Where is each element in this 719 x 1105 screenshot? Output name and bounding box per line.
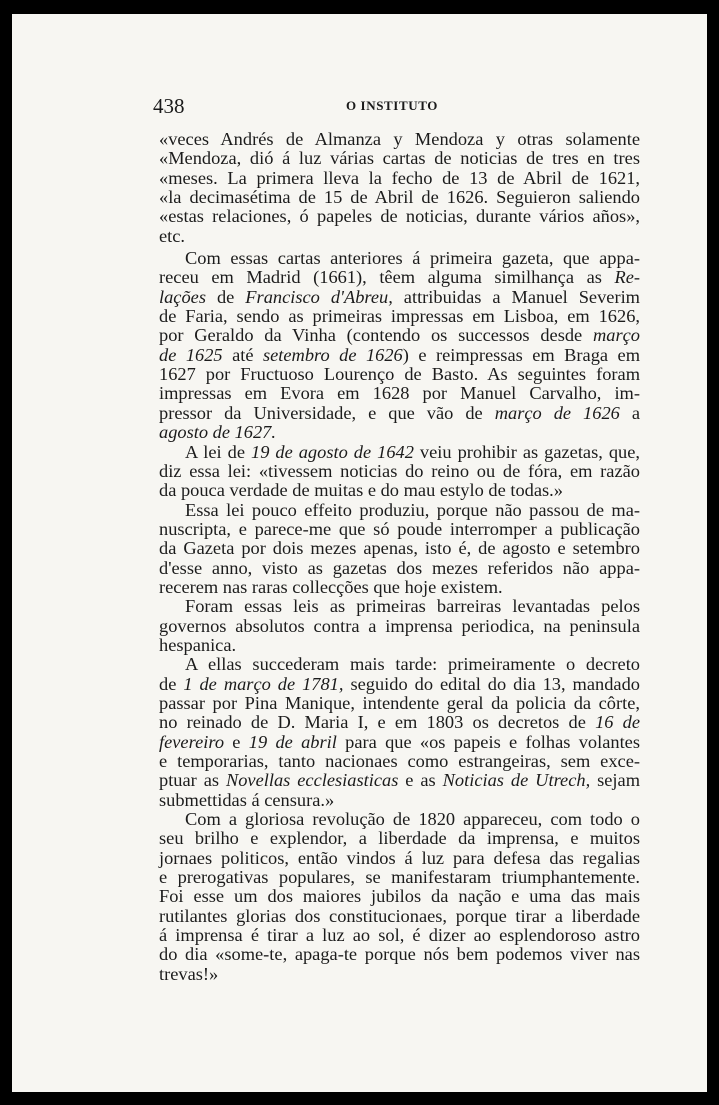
page-header xyxy=(153,94,640,124)
italic-text: março de 1626 xyxy=(494,402,620,423)
italic-text: Francisco d'Abreu, xyxy=(245,286,393,307)
text-line: nuscripta, e parece-me que só poude interromper a publicação xyxy=(159,518,640,539)
text-line: de 1 de março de 1781, seguido do edital do dia 13, mandado xyxy=(159,673,640,694)
italic-text: Re- xyxy=(614,267,640,288)
paragraph xyxy=(159,810,640,984)
text-line: da Gazeta por dois mezes apenas, isto é, de agosto e setembro xyxy=(159,538,640,559)
text-line xyxy=(159,423,640,442)
text-line: fevereiro e 19 de abril para que «os papeis e folhas volantes xyxy=(159,731,640,752)
page-number: 438 xyxy=(153,94,185,118)
text-line: no reinado de D. Maria I, e em 1803 os decretos de 16 de xyxy=(159,712,640,733)
text-line: e temporarias, tanto nacionaes como estrangeiras, sem exce- xyxy=(159,751,640,771)
text-line: Com essas cartas anteriores á primeira gazeta, que appa- xyxy=(185,248,640,269)
text-line: «la decimasétima de 15 de Abril de 1626. Seguieron saliendo xyxy=(159,187,640,208)
text-line: 1627 por Fructuoso Lourenço de Basto. As seguintes foram xyxy=(159,364,640,385)
text-line: lações de Francisco d'Abreu, attribuidas a Manuel Severim xyxy=(159,286,640,307)
text-line: á imprensa é tirar a luz ao sol, é dizer ao esplendoroso astro xyxy=(159,925,640,946)
paragraph xyxy=(159,655,640,810)
text-line: diz essa lei: «tivessem noticias do reino ou de fóra, em razão xyxy=(159,460,640,481)
text-line: submettidas á censura.» xyxy=(159,789,335,810)
italic-text: setembro de 1626 xyxy=(262,344,403,365)
text-line: Essa lei pouco effeito produziu, porque não passou de ma- xyxy=(185,499,640,520)
text-line: pressor da Universidade, e que vão de março de 1626 a xyxy=(159,402,641,423)
text-line: do dia «some-te, apaga-te porque nós bem podemos viver nas xyxy=(159,944,640,965)
italic-text: lações xyxy=(159,286,206,307)
text-line: A ellas succederam mais tarde: primeiramente o decreto xyxy=(185,654,640,675)
text-line: A lei de 19 de agosto de 1642 veiu prohibir as gazetas, que, xyxy=(185,441,640,462)
text-line: rutilantes glorias dos constitucionaes, porque tirar a liberdade xyxy=(159,905,640,926)
italic-text: agosto de 1627. xyxy=(159,422,276,443)
paragraph xyxy=(159,501,640,598)
paragraph xyxy=(159,443,640,501)
italic-text: Noticias de Utrech, xyxy=(442,770,591,791)
text-line: Com a gloriosa revolução de 1820 appareceu, com todo o xyxy=(185,809,640,830)
text-line: ptuar as Novellas ecclesiasticas e as Noticias de Utrech, sejam xyxy=(159,770,640,791)
body-text xyxy=(159,130,640,984)
text-line: de 1625 até setembro de 1626) e reimpressas em Braga em xyxy=(159,344,640,365)
text-line: «Mendoza, dió á luz várias cartas de noticias de tres en tres xyxy=(159,148,640,169)
text-line: de Faria, sendo as primeiras impressas em Lisboa, em 1626, xyxy=(159,306,640,327)
text-line: jornaes politicos, então vindos á luz para defesa das regalias xyxy=(159,847,640,868)
text-line: recerem nas raras collecções que hoje existem. xyxy=(159,576,503,597)
italic-text: de 1625 xyxy=(159,344,223,365)
italic-text: março xyxy=(593,325,640,346)
text-line: «meses. La primera lleva la fecho de 13 de Abril de 1621, xyxy=(159,167,640,188)
paragraph xyxy=(159,597,640,655)
text-line: receu em Madrid (1661), têem alguma similhança as Re- xyxy=(159,267,640,288)
text-line: e prerogativas populares, se manifestaram triumphantemente. xyxy=(159,867,640,888)
text-line: governos absolutos contra a imprensa periodica, na peninsula xyxy=(159,615,640,636)
text-line: d'esse anno, visto as gazetas dos mezes referidos não appa- xyxy=(159,557,640,578)
paragraph xyxy=(159,249,640,442)
italic-text: 1 de março de 1781, xyxy=(183,673,344,694)
text-line: trevas!» xyxy=(159,963,219,984)
text-line: da pouca verdade de muitas e do mau estylo de todas.» xyxy=(159,480,563,501)
text-line: etc. xyxy=(159,225,186,246)
text-line: seu brilho e explendor, a liberdade da imprensa, e muitos xyxy=(159,828,640,849)
italic-text: 16 de xyxy=(595,712,640,733)
italic-text: fevereiro xyxy=(159,731,225,752)
paragraph xyxy=(159,130,640,246)
italic-text: 19 de abril xyxy=(248,731,337,752)
italic-text: Novellas ecclesiasticas xyxy=(225,770,399,791)
text-line: passar por Pina Manique, intendente geral da policia da côrte, xyxy=(159,692,640,713)
text-line: Foram essas leis as primeiras barreiras levantadas pelos xyxy=(185,596,640,617)
running-title: O INSTITUTO xyxy=(346,98,438,113)
italic-text: 19 de agosto de 1642 xyxy=(251,441,414,462)
text-line: «veces Andrés de Almanza y Mendoza y otras solamente xyxy=(159,129,640,149)
text-line: «estas relaciones, ó papeles de noticias, durante vários años», xyxy=(159,206,640,227)
text-line: por Geraldo da Vinha (contendo os successos desde março xyxy=(159,325,640,346)
book-page xyxy=(12,14,707,1092)
text-line: impressas em Evora em 1628 por Manuel Carvalho, im- xyxy=(159,383,640,404)
text-line: Foi esse um dos maiores jubilos da nação e uma das mais xyxy=(159,886,640,907)
text-line: hespanica. xyxy=(159,634,237,655)
